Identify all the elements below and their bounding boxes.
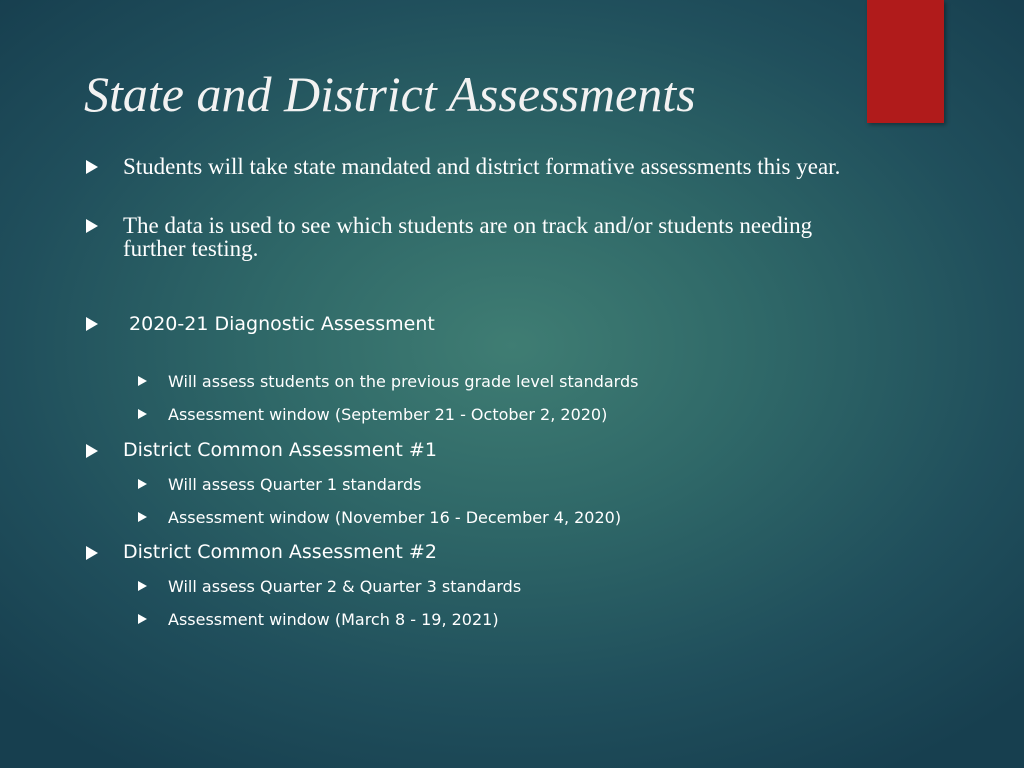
bullet-item xyxy=(86,312,435,336)
bullet-text: Students will take state mandated and district formative assessments this year. xyxy=(123,154,841,179)
bullet-item xyxy=(86,438,437,462)
sub-bullet-text: Assessment window (September 21 - October 2, 2020) xyxy=(168,405,608,424)
bullet-text: 2020-21 Diagnostic Assessment xyxy=(123,313,435,335)
triangle-bullet-icon xyxy=(86,317,98,331)
triangle-bullet-icon xyxy=(86,444,98,458)
sub-bullet-item xyxy=(138,404,607,426)
bullet-item xyxy=(86,540,437,564)
slide-title: State and District Assessments xyxy=(84,66,696,122)
sub-bullet-item xyxy=(138,371,638,393)
triangle-bullet-icon xyxy=(138,479,147,489)
bullet-item xyxy=(86,214,866,260)
sub-bullet-text: Assessment window (November 16 - December 4, 2020) xyxy=(168,508,622,527)
sub-bullet-text: Assessment window (March 8 - 19, 2021) xyxy=(168,610,499,629)
triangle-bullet-icon xyxy=(138,512,147,522)
sub-bullet-item xyxy=(138,474,421,496)
red-accent-bar xyxy=(867,0,944,123)
triangle-bullet-icon xyxy=(86,219,98,233)
triangle-bullet-icon xyxy=(138,581,147,591)
sub-bullet-item xyxy=(138,576,521,598)
sub-bullet-item xyxy=(138,507,621,529)
sub-bullet-text: Will assess Quarter 1 standards xyxy=(168,475,422,494)
sub-bullet-text: Will assess Quarter 2 & Quarter 3 standards xyxy=(168,577,522,596)
triangle-bullet-icon xyxy=(138,614,147,624)
triangle-bullet-icon xyxy=(138,376,147,386)
triangle-bullet-icon xyxy=(86,546,98,560)
bullet-text: The data is used to see which students are on track and/or students needing further testing. xyxy=(123,213,813,261)
sub-bullet-item xyxy=(138,609,499,631)
sub-bullet-text: Will assess students on the previous grade level standards xyxy=(168,372,639,391)
bullet-item xyxy=(86,155,866,178)
triangle-bullet-icon xyxy=(138,409,147,419)
bullet-text: District Common Assessment #2 xyxy=(123,541,437,563)
bullet-text: District Common Assessment #1 xyxy=(123,439,437,461)
triangle-bullet-icon xyxy=(86,160,98,174)
